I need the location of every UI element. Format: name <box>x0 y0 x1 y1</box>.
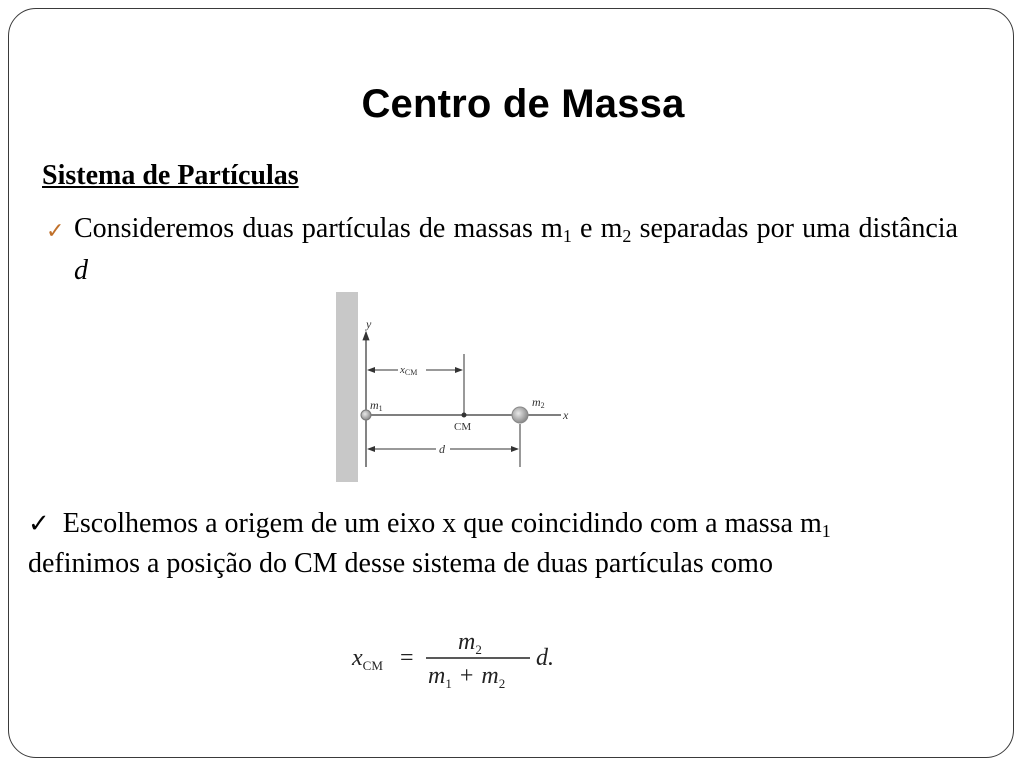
y-axis-label: y <box>366 317 372 331</box>
formula-equals: = <box>400 645 414 671</box>
xcm-label: xCM <box>400 364 418 377</box>
formula-denominator: $m_1 + m_2$ <box>428 663 506 691</box>
xcm-formula <box>350 625 580 695</box>
m2-label: m2 <box>532 395 545 410</box>
bullet-2: ✓ Escolhemos a origem de um eixo x que coincidindo com a massa $m_1$ definimos a posição do CM desse sistema de duas partículas como <box>28 508 831 579</box>
d-label: d <box>439 442 445 456</box>
slide-title: Centro de Massa <box>361 82 685 126</box>
bullet-1 <box>46 208 958 292</box>
formula-rhs: d. <box>536 645 554 671</box>
m2-particle <box>512 407 528 423</box>
cm-label: CM <box>454 421 472 433</box>
formula-lhs: $x_{CM}$ <box>352 645 383 673</box>
bullet-1-text: Consideremos duas partículas de massas $m_1$ e $m_2$ separadas por uma distância d <box>74 213 958 286</box>
cm-point <box>462 413 467 418</box>
checkmark-icon: ✓ <box>46 218 65 243</box>
section-subtitle: Sistema de Partículas <box>42 160 299 191</box>
checkmark-icon: ✓ <box>28 509 50 538</box>
formula-numerator: $m_2$ <box>458 629 482 657</box>
particle-diagram <box>336 292 636 482</box>
x-axis-label: x <box>563 408 569 422</box>
wall <box>336 292 358 482</box>
bullet-2-line2: definimos a posição do CM desse sistema de duas partículas como <box>28 548 773 579</box>
m1-label: m1 <box>370 398 383 413</box>
